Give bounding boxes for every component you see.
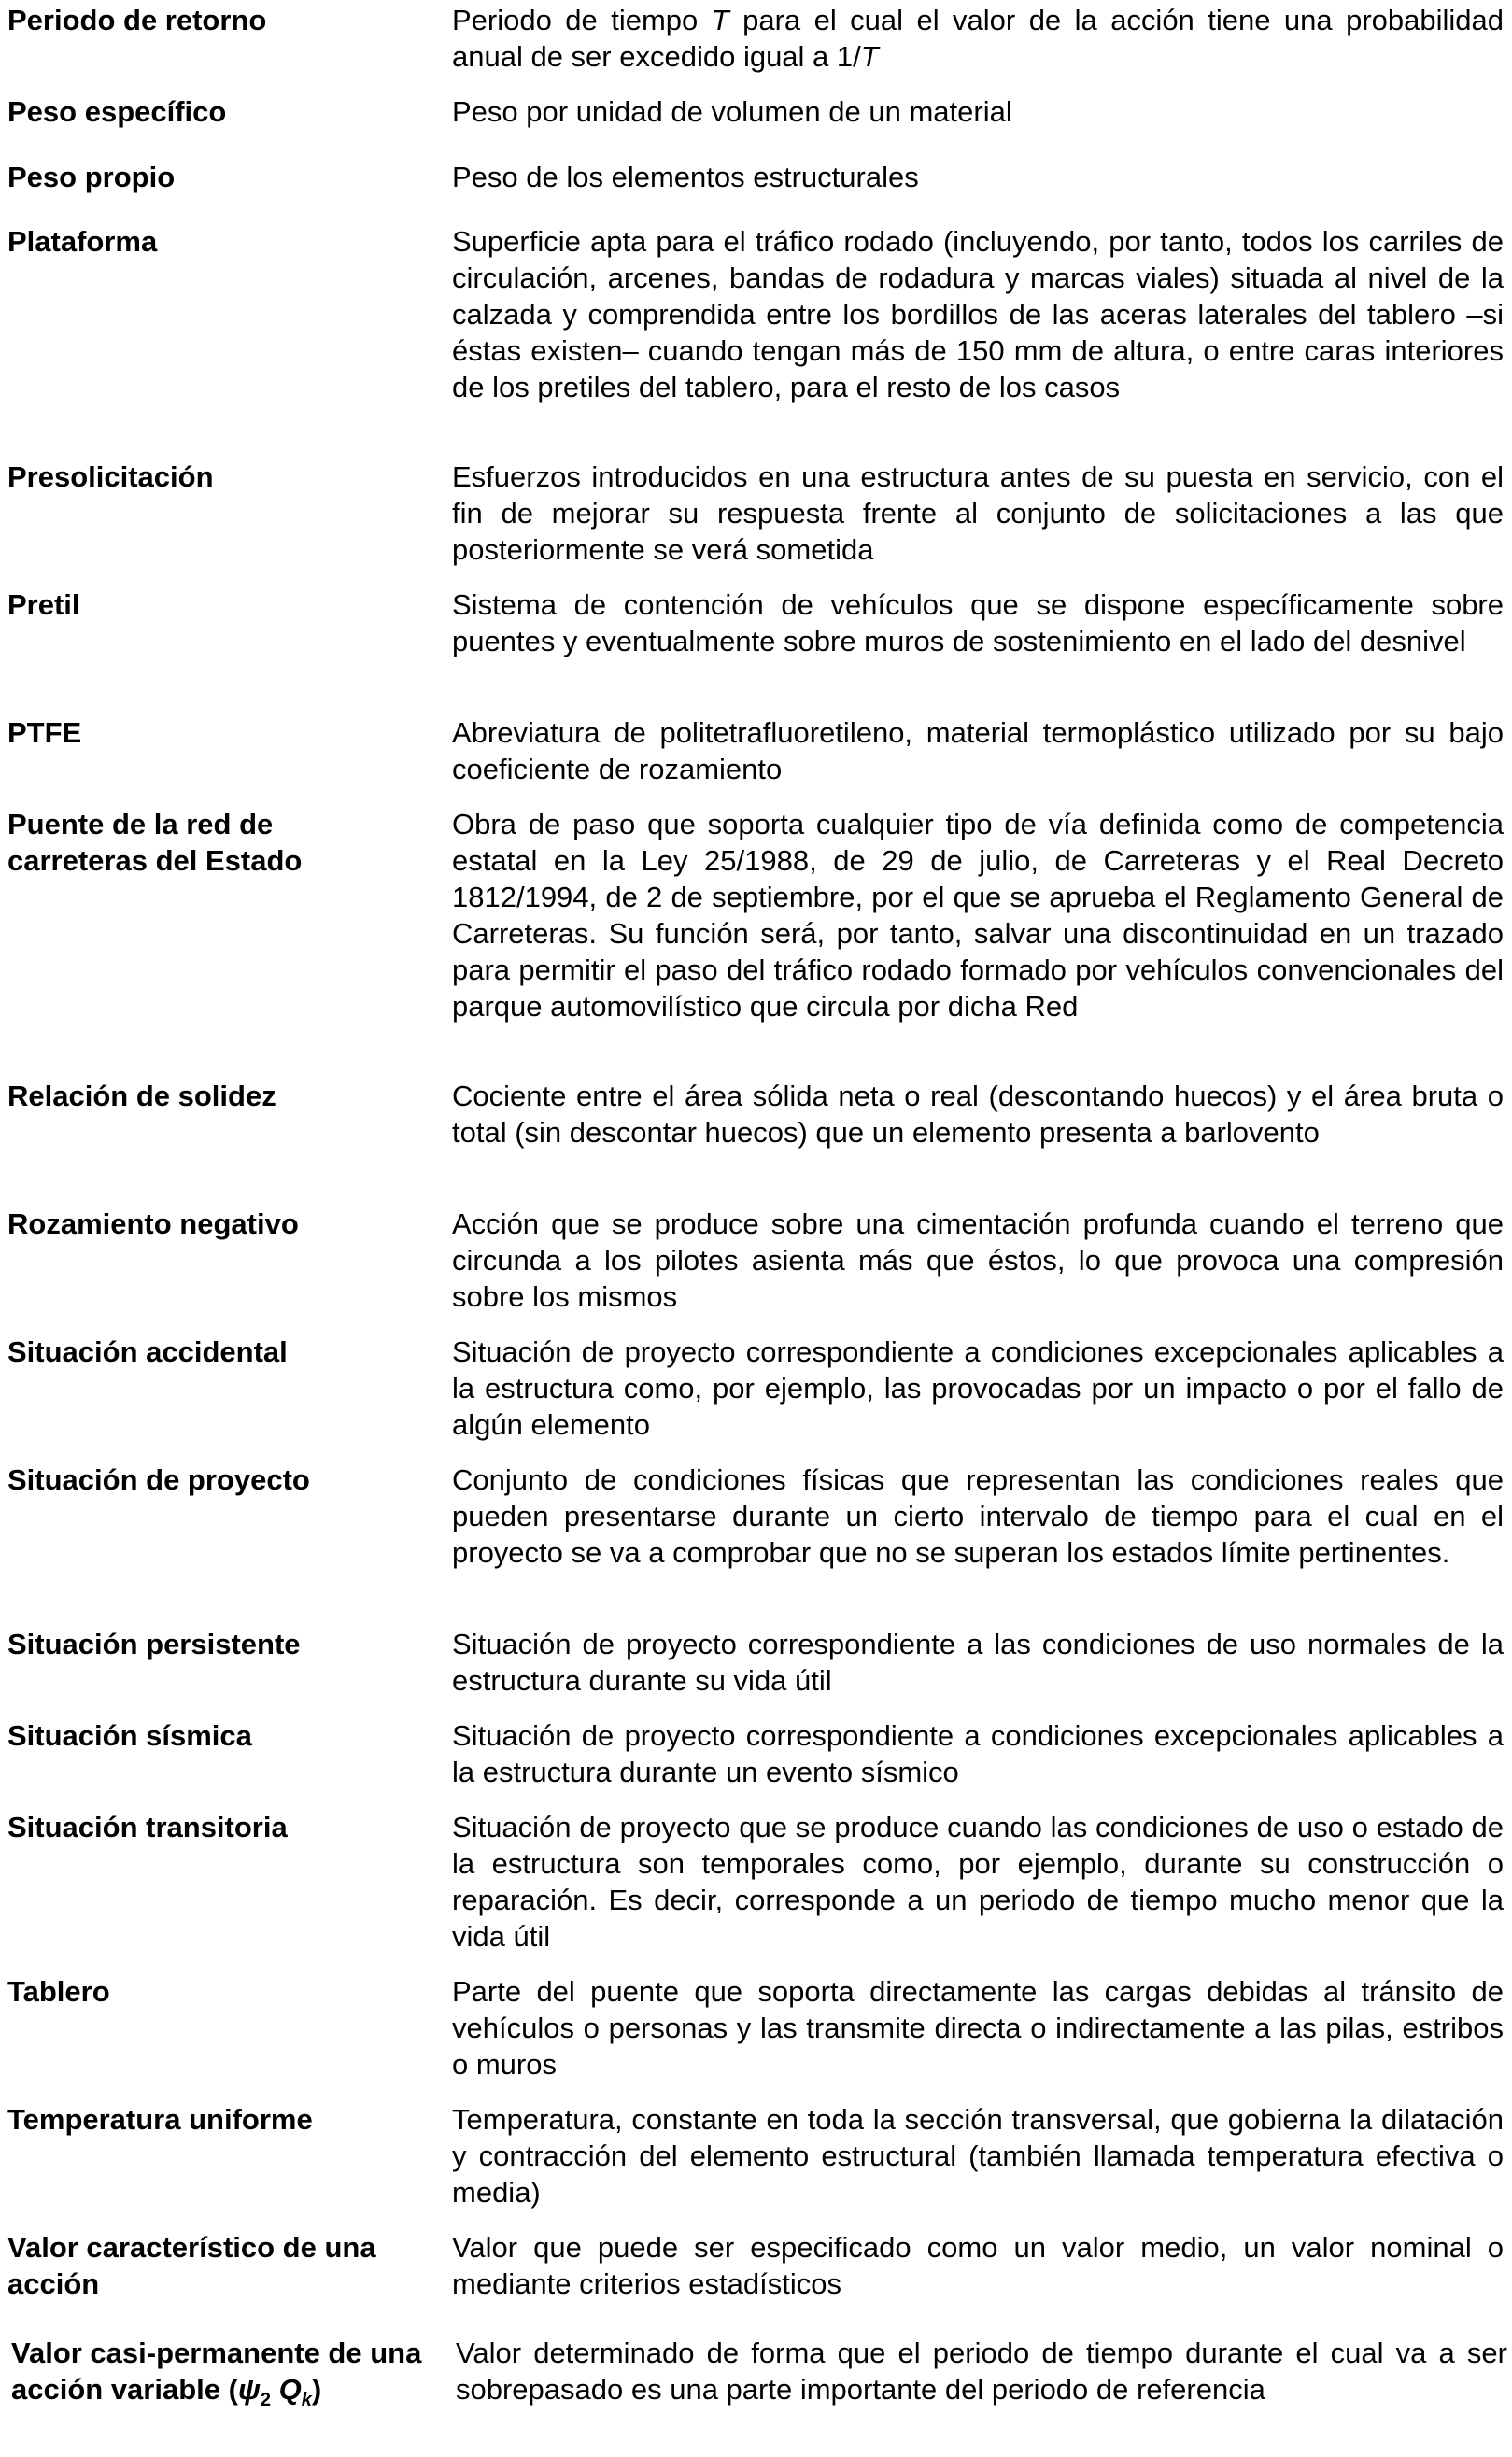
term: Pretil: [7, 588, 80, 621]
variable-t: T: [860, 40, 879, 73]
q-symbol: Q: [278, 2373, 302, 2406]
term: Peso propio: [7, 161, 176, 193]
definition: [452, 2, 1504, 75]
term: Situación de proyecto: [7, 1463, 310, 1496]
definition: Parte del puente que soporta directamente las cargas debidas al tránsito de vehículos o personas y las transmite directa o indirectamente a las pilas, estribos o muros: [452, 1975, 1504, 2081]
definition: Esfuerzos introducidos en una estructura antes de su puesta en servicio, con el fin de mejorar su respuesta frente al conjunto de solicitaciones a las que posteriormente se verá sometida: [452, 460, 1504, 566]
term: Situación accidental: [7, 1335, 288, 1368]
definition: Sistema de contención de vehículos que se dispone específicamente sobre puentes y eventualmente sobre muros de sostenimiento en el lado del desnivel: [452, 588, 1504, 657]
term: Plataforma: [7, 225, 158, 258]
q-subscript: k: [301, 2390, 312, 2411]
definition: Situación de proyecto correspondiente a condiciones excepcionales aplicables a la estructura como, por ejemplo, las provocadas por un impacto o por el fallo de algún elemento: [452, 1335, 1504, 1441]
term: Periodo de retorno: [7, 4, 267, 36]
definition: Obra de paso que soporta cualquier tipo de vía definida como de competencia estatal en la Ley 25/1988, de 29 de julio, de Carreteras y el Real Decreto 1812/1994, de 2 de septiembre, por el que se aprueba el Reglamento General de Carreteras. Su función será, por tanto, salvar una discontinuidad en un trazado para permitir el paso del tráfico rodado formado por vehículos convencionales del parque automovilístico que circula por dicha Red: [452, 808, 1504, 1023]
definition: Abreviatura de politetrafluoretileno, material termoplástico utilizado por su bajo coeficiente de rozamiento: [452, 716, 1504, 785]
definition: Temperatura, constante en toda la sección transversal, que gobierna la dilatación y contracción del elemento estructural (también llamada temperatura efectiva o media): [452, 2103, 1504, 2209]
psi-subscript: 2: [260, 2390, 272, 2411]
definition: Conjunto de condiciones físicas que representan las condiciones reales que pueden presentarse durante un cierto intervalo de tiempo para el cual en el proyecto se va a comprobar que no se superan los estados límite pertinentes.: [452, 1463, 1504, 1569]
term: Situación sísmica: [7, 1719, 252, 1752]
term: Puente de la red de carreteras del Estado: [7, 808, 303, 877]
term: Relación de solidez: [7, 1080, 276, 1112]
definition: Peso de los elementos estructurales: [452, 161, 919, 193]
term-text: ): [311, 2373, 322, 2406]
definition: Acción que se produce sobre una cimentación profunda cuando el terreno que circunda a los pilotes asienta más que éstos, lo que provoca una compresión sobre los mismos: [452, 1207, 1504, 1313]
term: Presolicitación: [7, 460, 214, 493]
definition: Cociente entre el área sólida neta o real (descontando huecos) y el área bruta o total (sin descontar huecos) que un elemento presenta a barlovento: [452, 1080, 1504, 1149]
definition: Superficie apta para el tráfico rodado (incluyendo, por tanto, todos los carriles de circulación, arcenes, bandas de rodadura y marcas viales) situada al nivel de la calzada y comprendida entre los bordillos de las aceras laterales del tablero –si éstas existen– cuando tengan más de 150 mm de altura, o entre caras interiores de los pretiles del tablero, para el resto de los casos: [452, 225, 1504, 403]
term: [11, 2335, 422, 2411]
definition-text: Periodo de tiempo: [452, 4, 712, 36]
term: Temperatura uniforme: [7, 2103, 313, 2136]
term: Situación persistente: [7, 1628, 301, 1660]
psi-symbol: ψ: [237, 2373, 261, 2406]
definition-text: para el cual el valor de la acción tiene una probabilidad anual de ser excedido igual a 1/: [452, 4, 1504, 73]
term-text: [271, 2373, 279, 2406]
term: Valor característico de una acción: [7, 2231, 376, 2300]
definition: Valor que puede ser especificado como un valor medio, un valor nominal o mediante criterios estadísticos: [452, 2231, 1504, 2300]
variable-t: T: [711, 4, 729, 36]
term: PTFE: [7, 716, 82, 749]
definition: Valor determinado de forma que el periodo de tiempo durante el cual va a ser sobrepasado es una parte importante del periodo de referencia: [456, 2337, 1507, 2406]
term: Situación transitoria: [7, 1811, 288, 1843]
term: Tablero: [7, 1975, 110, 2008]
term: Peso específico: [7, 95, 227, 128]
definition: Peso por unidad de volumen de un material: [452, 95, 1012, 128]
definition: Situación de proyecto correspondiente a las condiciones de uso normales de la estructura durante su vida útil: [452, 1628, 1504, 1697]
definition: Situación de proyecto que se produce cuando las condiciones de uso o estado de la estructura son temporales como, por ejemplo, durante su construcción o reparación. Es decir, corresponde a un periodo de tiempo mucho menor que la vida útil: [452, 1811, 1504, 1953]
term-text: Valor casi-permanente de una acción variable (: [11, 2337, 422, 2406]
definition: Situación de proyecto correspondiente a condiciones excepcionales aplicables a la estructura durante un evento sísmico: [452, 1719, 1504, 1788]
term: Rozamiento negativo: [7, 1207, 299, 1240]
